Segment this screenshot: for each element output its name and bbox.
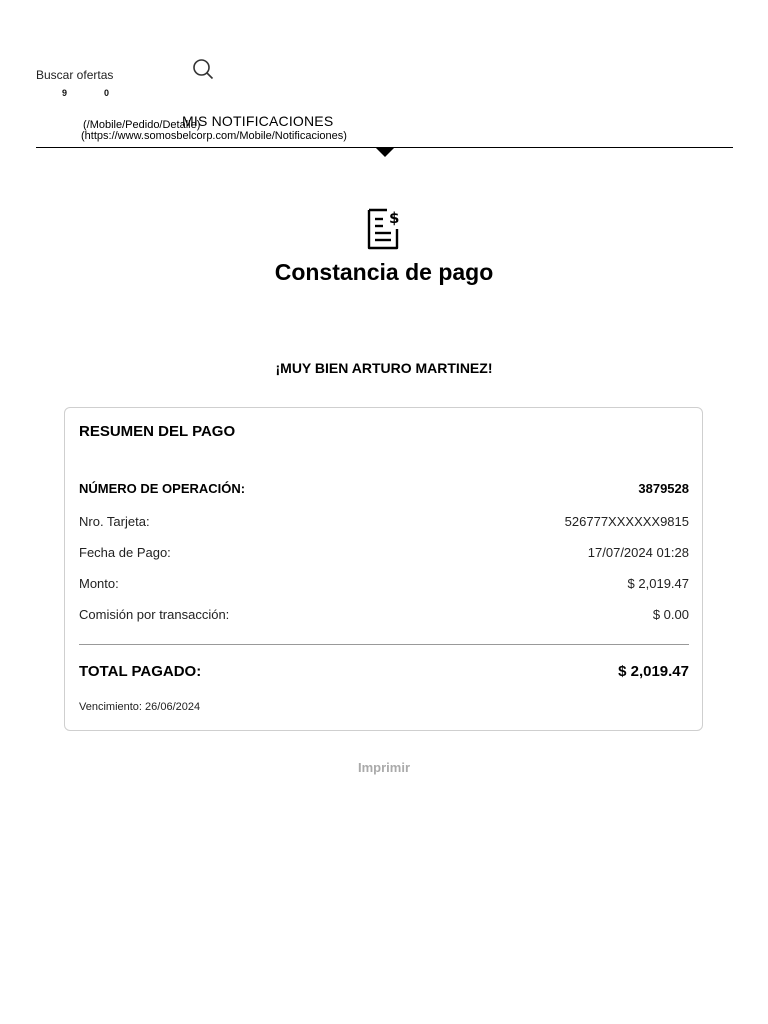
order-detail-link[interactable]: (/Mobile/Pedido/Detalle) [83,119,201,131]
notifications-title[interactable]: MIS NOTIFICACIONES [182,113,334,129]
badge-count-right: 0 [104,88,110,98]
badge-count-left: 9 [62,88,68,98]
print-button[interactable]: Imprimir [334,760,434,775]
fee-value: $ 0.00 [652,607,689,622]
receipt-dollar-icon [366,208,400,250]
operation-number-value: 3879528 [638,481,689,496]
caret-down-icon [376,148,394,157]
svg-text:$: $ [389,209,400,227]
payment-date-label: Fecha de Pago: [79,545,171,560]
notifications-link[interactable]: (https://www.somosbelcorp.com/Mobile/Notificaciones) [81,130,347,142]
amount-value: $ 2,019.47 [627,576,689,591]
total-paid-label: TOTAL PAGADO: [79,663,202,680]
card-number-value: 526777XXXXXX9815 [564,514,689,529]
due-date-text: Vencimiento: 26/06/2024 [79,701,201,713]
operation-number-label: NÚMERO DE OPERACIÓN: [79,481,246,496]
summary-title: RESUMEN DEL PAGO [79,423,236,440]
search-icon[interactable] [191,57,215,81]
fee-label: Comisión por transacción: [79,607,230,622]
payment-date-value: 17/07/2024 01:28 [587,545,689,560]
card-number-label: Nro. Tarjeta: [79,514,150,529]
summary-divider [79,644,689,645]
search-offers-label[interactable]: Buscar ofertas [36,68,114,82]
amount-label: Monto: [79,576,119,591]
total-paid-value: $ 2,019.47 [618,663,689,680]
page-title: Constancia de pago [274,259,494,285]
greeting-text: ¡MUY BIEN ARTURO MARTINEZ! [275,360,493,376]
payment-summary-card [64,407,703,731]
